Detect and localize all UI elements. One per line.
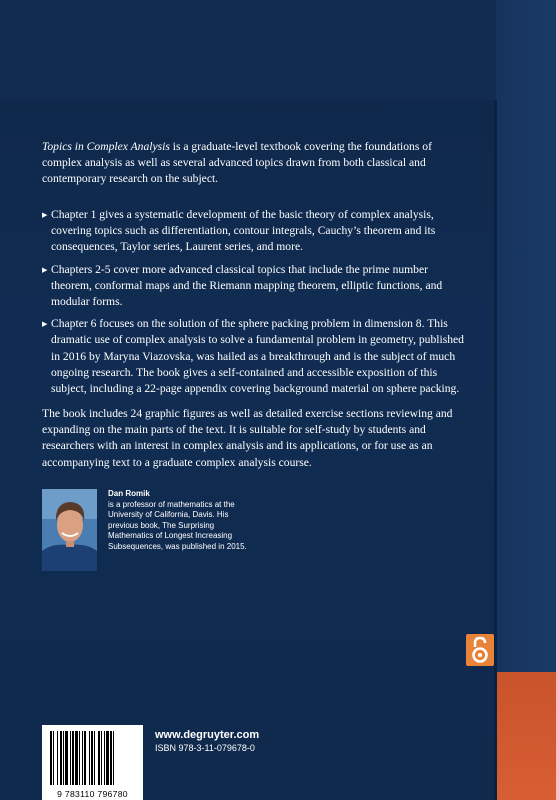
list-item-text: Chapters 2-5 cover more advanced classical topics that include the prime number theorem, conformal maps and the Riemann mapping theorem, elliptic functions, and modular forms. [51, 262, 443, 309]
intro-paragraph [42, 139, 470, 188]
orange-accent-block [497, 672, 556, 800]
barcode-bars [42, 725, 143, 787]
triangle-right-icon: ▶ [42, 265, 48, 274]
triangle-right-icon: ▶ [42, 211, 48, 219]
author-name: Dan Romik [108, 489, 150, 498]
top-band [0, 0, 556, 100]
barcode-number: 9 783110 796780 [57, 789, 128, 799]
intro-text: is a graduate-level textbook covering the foundations of complex analysis as well as several advanced topics drawn from both classical and contemporary research on the subject. [42, 140, 432, 186]
list-item [42, 262, 470, 311]
chapter-list [42, 207, 470, 403]
triangle-right-icon: ▶ [42, 320, 48, 329]
barcode [42, 725, 143, 800]
open-access-icon [466, 634, 494, 666]
book-title: Topics in Complex Analysis [42, 140, 170, 153]
author-photo [42, 489, 97, 571]
list-item [42, 316, 470, 397]
isbn: ISBN 978-3-11-079678-0 [155, 743, 255, 753]
list-item-text: Chapter 6 focuses on the solution of the sphere packing problem in dimension 8. This dramatic use of complex analysis to solve a fundamental problem in geometry, published in 2016 by Maryna Viazovska, was hailed as a breakthrough and is the subject of much ongoing research. The book gives a self-contained and accessible exposition of this subject, including a 22-page appendix covering background material on sphere packing. [51, 317, 464, 396]
closing-paragraph: The book includes 24 graphic figures as well as detailed exercise sections reviewing and expanding on the main parts of the text. It is suitable for self-study by students and researchers with an interest in complex analysis and its applications, or for use as an accompanying text to a graduate complex analysis course. [42, 407, 453, 469]
publisher-url[interactable]: www.degruyter.com [155, 729, 260, 741]
list-item-text: Chapter 1 gives a systematic development of the basic theory of complex analysis, covering topics such as differentiation, contour integrals, Cauchy’s theorem and its consequences, Taylor series, Laurent series, and more. [51, 208, 436, 254]
list-item [42, 207, 470, 256]
author-bio-text: is a professor of mathematics at the University of California, Davis. His previous book, The Surprising Mathematics of Longest Increasing Subsequences, was published in 2015. [108, 499, 247, 551]
author-bio [108, 489, 248, 553]
